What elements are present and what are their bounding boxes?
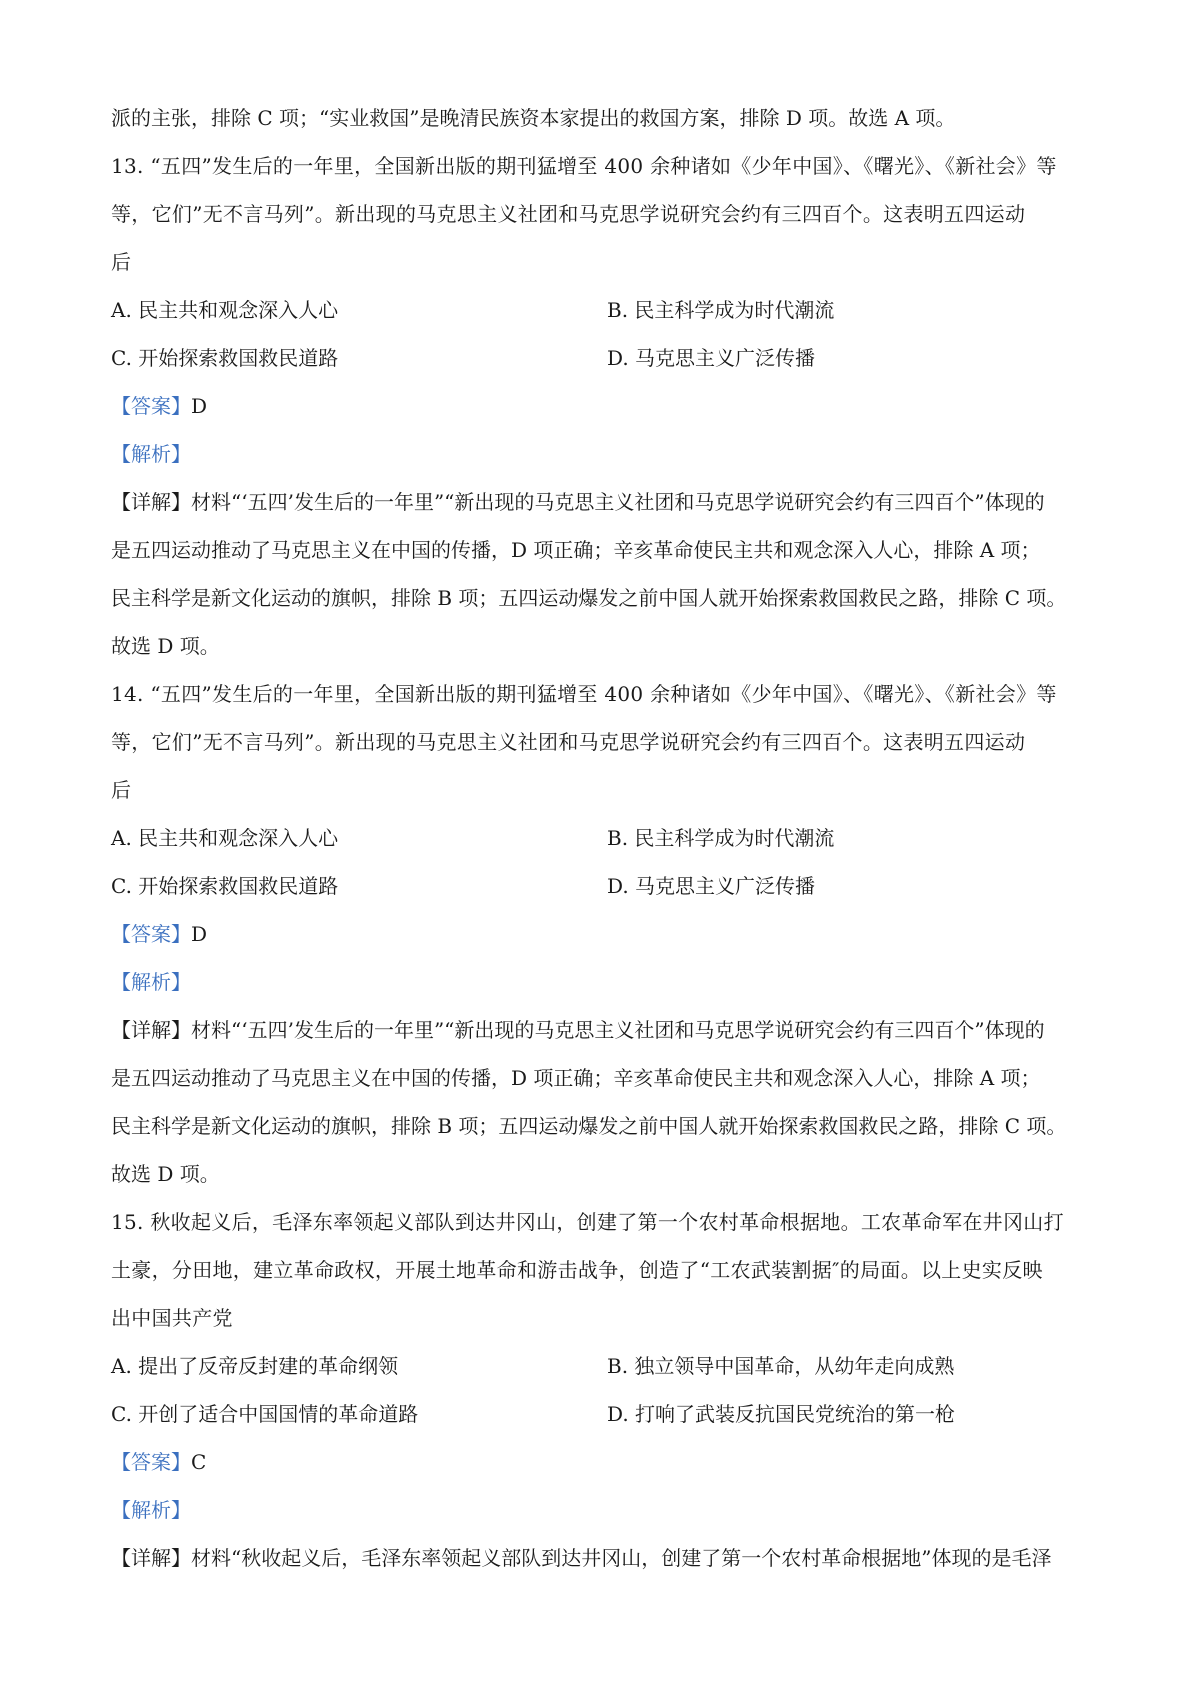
analysis-tag: 【解析】 (111, 1498, 191, 1522)
option-a: A. 民主共和观念深入人心 (111, 298, 339, 322)
option-c: C. 开始探索救国救民道路 (111, 346, 339, 370)
options-row (111, 1342, 1101, 1390)
option-c: C. 开创了适合中国国情的革命道路 (111, 1402, 419, 1426)
question-stem-line: 15. 秋收起义后，毛泽东率领起义部队到达井冈山，创建了第一个农村革命根据地。工农革命军在井冈山打 (111, 1210, 1064, 1234)
answer-value: C (191, 1450, 207, 1474)
options-row (111, 862, 1101, 910)
question-stem-line: 后 (111, 250, 132, 274)
question-15 (111, 1198, 1101, 1582)
answer-value: D (191, 394, 208, 418)
option-c: C. 开始探索救国救民道路 (111, 874, 339, 898)
options-row (111, 814, 1101, 862)
answer-line (111, 910, 1101, 958)
option-b: B. 独立领导中国革命，从幼年走向成熟 (607, 1354, 955, 1378)
question-stem-line: 出中国共产党 (111, 1306, 233, 1330)
analysis-line (111, 1486, 1101, 1534)
analysis-line (111, 430, 1101, 478)
options-row (111, 286, 1101, 334)
detail-line: 【详解】材料“秋收起义后，毛泽东率领起义部队到达井冈山，创建了第一个农村革命根据地”体现的是毛泽 (111, 1546, 1052, 1570)
option-d: D. 马克思主义广泛传播 (607, 346, 816, 370)
options-row (111, 334, 1101, 382)
detail-line: 民主科学是新文化运动的旗帜，排除 B 项；五四运动爆发之前中国人就开始探索救国救民之路，排除 C 项。 (111, 586, 1067, 610)
detail-line: 故选 D 项。 (111, 1162, 220, 1186)
option-b: B. 民主科学成为时代潮流 (607, 826, 835, 850)
document-body (111, 94, 1101, 1582)
detail-line: 是五四运动推动了马克思主义在中国的传播，D 项正确；辛亥革命使民主共和观念深入人心，排除 A 项； (111, 538, 1041, 562)
detail-line: 是五四运动推动了马克思主义在中国的传播，D 项正确；辛亥革命使民主共和观念深入人心，排除 A 项； (111, 1066, 1041, 1090)
answer-tag: 【答案】 (111, 394, 191, 418)
options-row (111, 1390, 1101, 1438)
question-14 (111, 670, 1101, 1198)
answer-line (111, 1438, 1101, 1486)
option-d: D. 马克思主义广泛传播 (607, 874, 816, 898)
answer-tag: 【答案】 (111, 922, 191, 946)
answer-tag: 【答案】 (111, 1450, 191, 1474)
question-stem-line: 14. “五四”发生后的一年里，全国新出版的期刊猛增至 400 余种诸如《少年中国》、《曙光》、《新社会》等 (111, 682, 1057, 706)
option-b: B. 民主科学成为时代潮流 (607, 298, 835, 322)
answer-line (111, 382, 1101, 430)
analysis-line (111, 958, 1101, 1006)
question-stem-line: 13. “五四”发生后的一年里，全国新出版的期刊猛增至 400 余种诸如《少年中国》、《曙光》、《新社会》等 (111, 154, 1057, 178)
answer-value: D (191, 922, 208, 946)
option-a: A. 民主共和观念深入人心 (111, 826, 339, 850)
analysis-tag: 【解析】 (111, 970, 191, 994)
question-stem-line: 土豪，分田地，建立革命政权，开展土地革命和游击战争，创造了“工农武装割据″的局面。以上史实反映 (111, 1258, 1043, 1282)
question-stem-line: 等，它们”无不言马列”。新出现的马克思主义社团和马克思学说研究会约有三四百个。这表明五四运动 (111, 202, 1026, 226)
option-a: A. 提出了反帝反封建的革命纲领 (111, 1354, 399, 1378)
analysis-tag: 【解析】 (111, 442, 191, 466)
question-stem-line: 后 (111, 778, 132, 802)
intro-line: 派的主张，排除 C 项；“实业救国”是晚清民族资本家提出的救国方案，排除 D 项。故选 A 项。 (111, 106, 956, 130)
option-d: D. 打响了武装反抗国民党统治的第一枪 (607, 1402, 956, 1426)
question-13 (111, 142, 1101, 670)
detail-line: 【详解】材料“‘五四’发生后的一年里”“新出现的马克思主义社团和马克思学说研究会约有三四百个”体现的 (111, 490, 1045, 514)
question-stem-line: 等，它们”无不言马列”。新出现的马克思主义社团和马克思学说研究会约有三四百个。这表明五四运动 (111, 730, 1026, 754)
detail-line: 故选 D 项。 (111, 634, 220, 658)
detail-line: 民主科学是新文化运动的旗帜，排除 B 项；五四运动爆发之前中国人就开始探索救国救民之路，排除 C 项。 (111, 1114, 1067, 1138)
detail-line: 【详解】材料“‘五四’发生后的一年里”“新出现的马克思主义社团和马克思学说研究会约有三四百个”体现的 (111, 1018, 1045, 1042)
